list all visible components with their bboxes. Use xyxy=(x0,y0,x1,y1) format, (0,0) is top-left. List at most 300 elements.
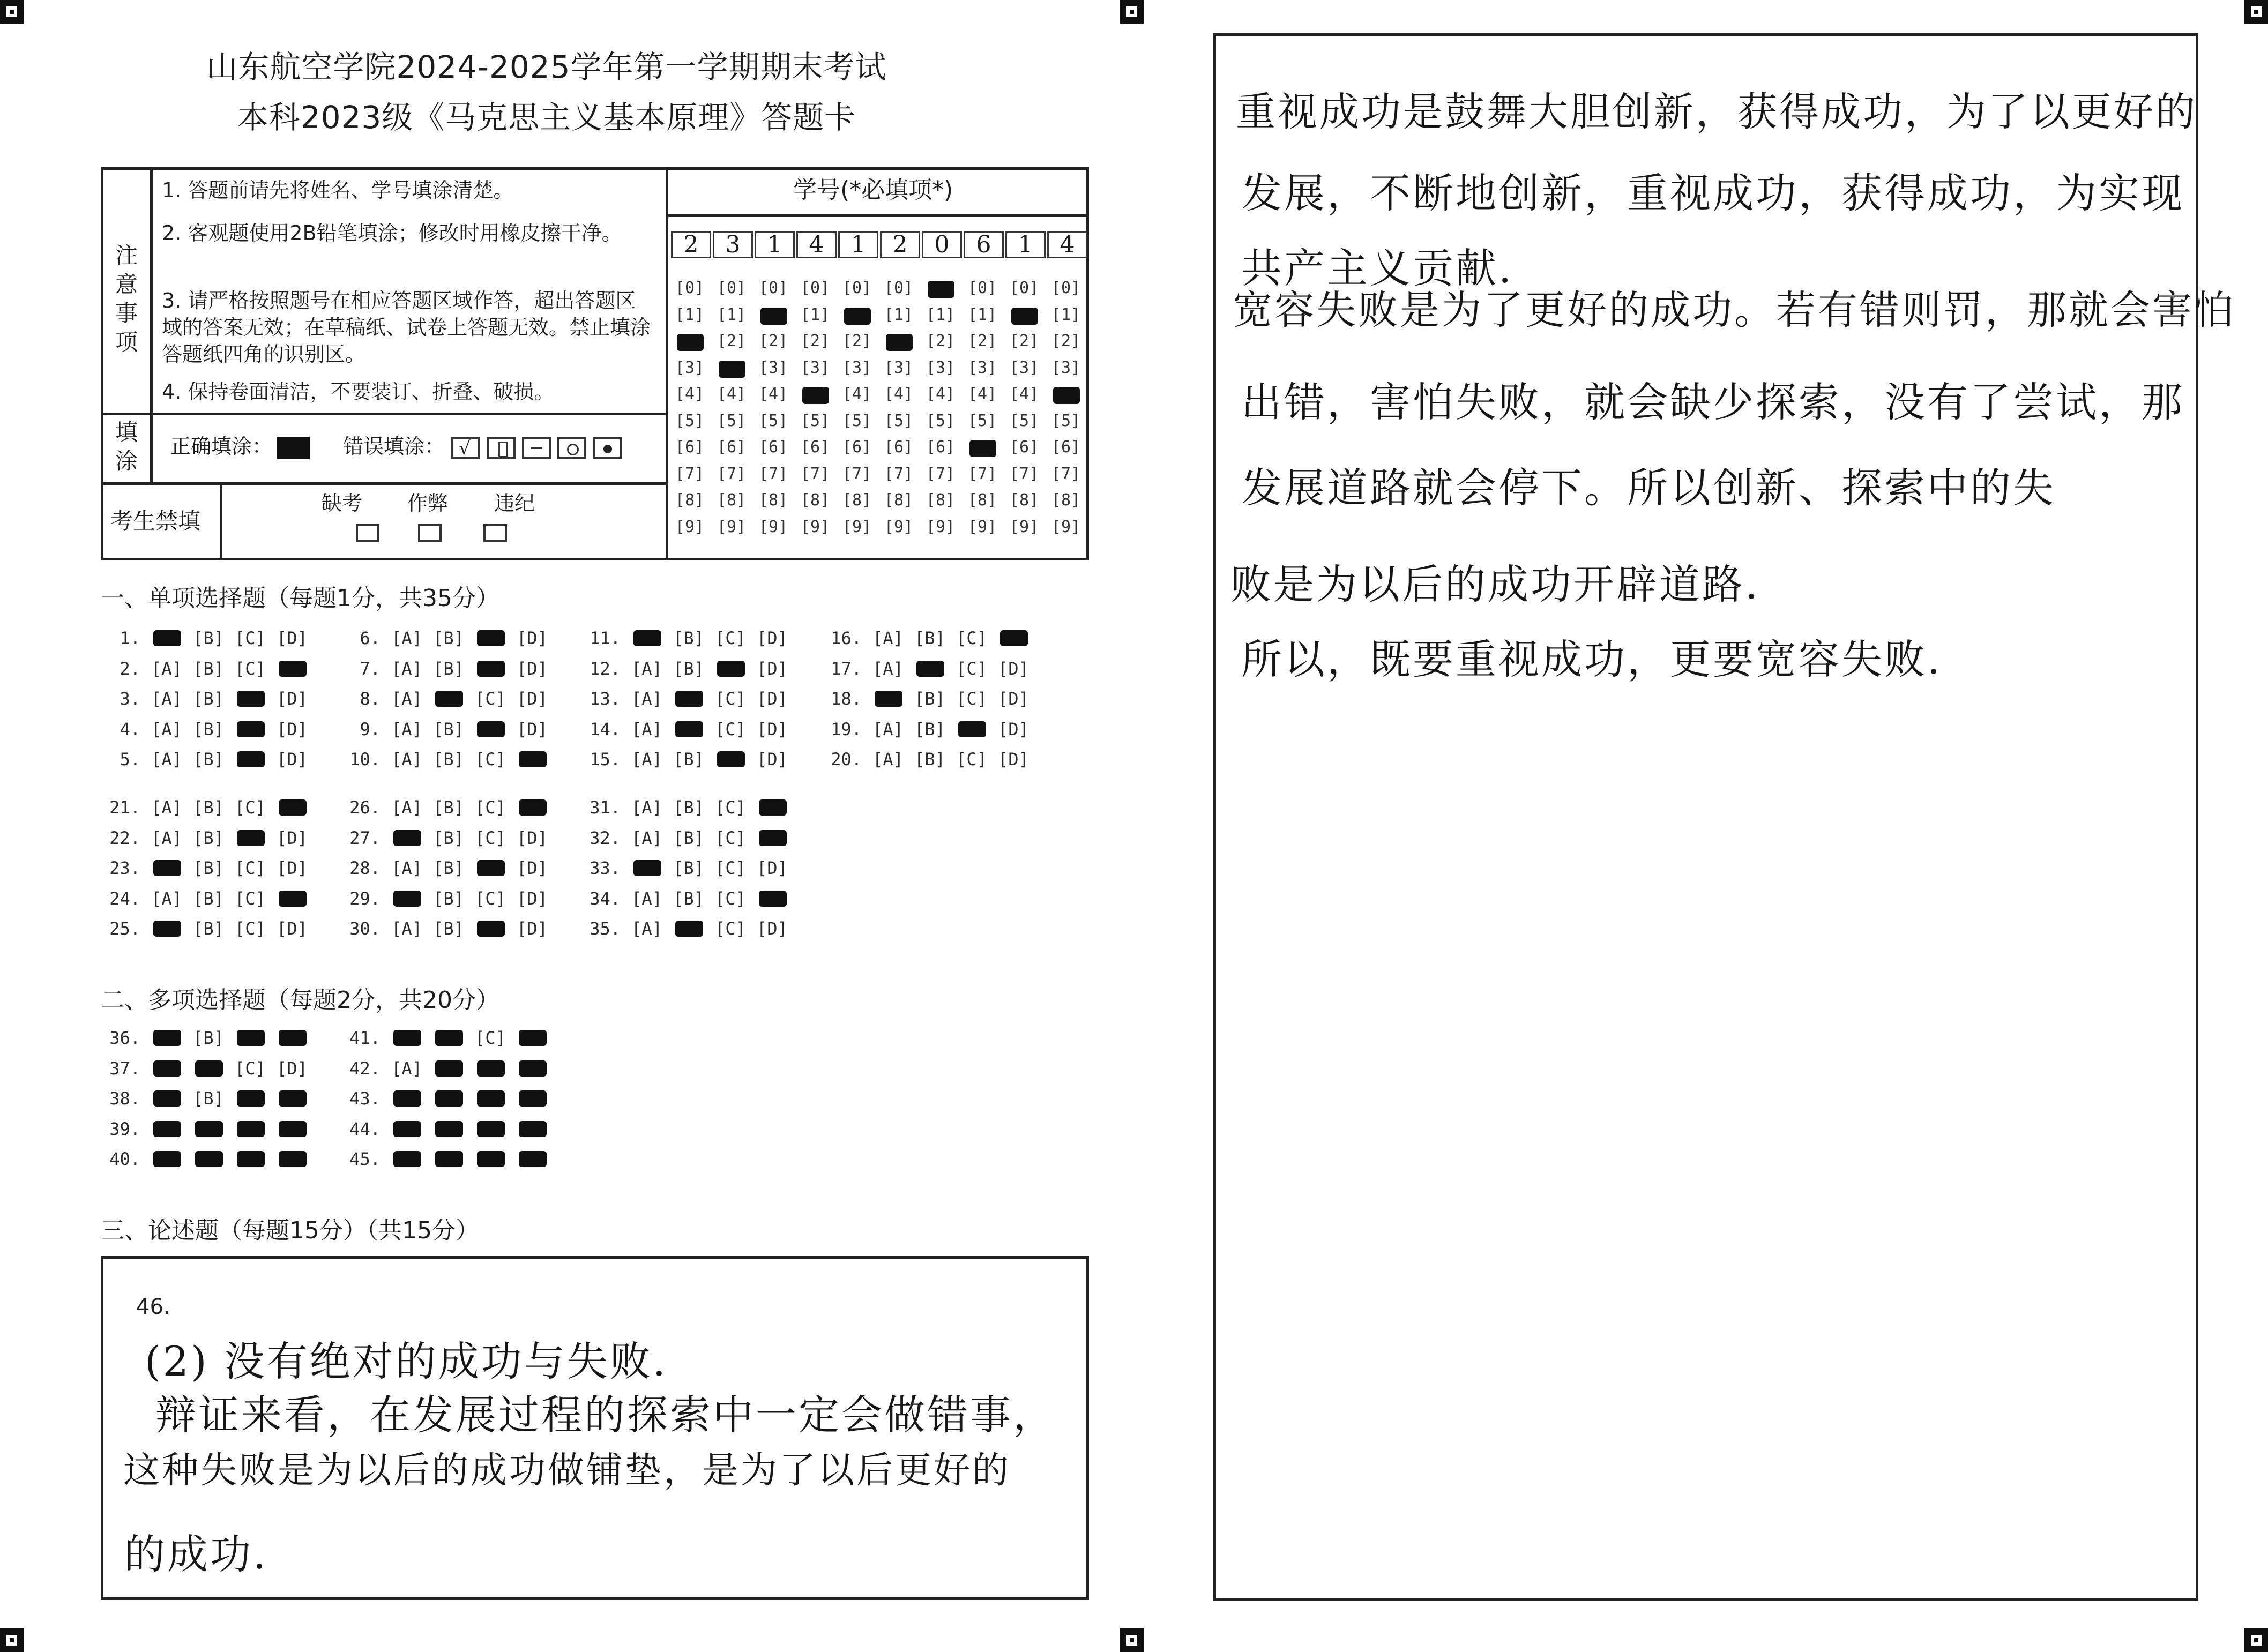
answer-bubble[interactable]: [A] xyxy=(631,689,662,709)
question-number: 9. xyxy=(360,719,381,739)
answer-bubble[interactable]: [C] xyxy=(715,689,746,709)
student-id-bubble[interactable]: [3] xyxy=(675,358,705,377)
answer-bubble[interactable]: [D] xyxy=(277,827,308,848)
answer-bubble[interactable]: [D] xyxy=(517,888,548,909)
student-id-bubble[interactable]: [5] xyxy=(1009,411,1039,430)
student-id-bubble[interactable] xyxy=(965,438,1000,457)
answer-bubble[interactable] xyxy=(146,628,188,648)
answer-bubble[interactable]: [D] xyxy=(517,918,548,939)
student-id-bubble[interactable] xyxy=(797,385,833,403)
answer-bubble[interactable]: [A] xyxy=(391,858,422,878)
answer-bubble[interactable]: [B] xyxy=(433,888,464,909)
answer-bubble[interactable] xyxy=(271,888,313,909)
student-id-bubble[interactable]: [6] xyxy=(800,438,830,457)
answer-bubble[interactable] xyxy=(469,628,511,648)
answer-bubble[interactable] xyxy=(511,1149,553,1169)
answer-bubble[interactable]: [C] xyxy=(715,888,746,909)
answer-bubble[interactable] xyxy=(271,1149,313,1169)
student-id-bubble[interactable]: [8] xyxy=(884,491,914,510)
answer-bubble[interactable] xyxy=(668,918,710,939)
answer-bubble[interactable]: [D] xyxy=(277,858,308,878)
student-id-bubble[interactable]: [4] xyxy=(717,385,747,403)
answer-bubble[interactable]: [C] xyxy=(956,749,987,769)
student-id-bubble[interactable]: [6] xyxy=(1051,438,1081,457)
answer-bubble[interactable]: [D] xyxy=(757,658,788,679)
answer-bubble[interactable] xyxy=(188,1058,229,1079)
answer-bubble[interactable]: [A] xyxy=(872,658,904,679)
answer-bubble[interactable] xyxy=(146,858,188,878)
student-id-bubble[interactable]: [8] xyxy=(842,491,872,510)
answer-bubble[interactable]: [D] xyxy=(517,719,548,739)
answer-bubble[interactable] xyxy=(751,888,793,909)
answer-bubble[interactable]: [C] xyxy=(715,858,746,878)
student-id-bubble[interactable]: [1] xyxy=(800,305,830,324)
answer-bubble[interactable]: [A] xyxy=(872,628,904,648)
answer-bubble[interactable]: [A] xyxy=(151,719,182,739)
answer-bubble[interactable]: [D] xyxy=(277,1058,308,1079)
answer-bubble[interactable]: [C] xyxy=(956,628,987,648)
student-id-bubble[interactable]: [8] xyxy=(1051,491,1081,510)
answer-bubble[interactable]: [B] xyxy=(193,827,224,848)
answer-bubble[interactable]: [C] xyxy=(235,888,266,909)
answer-bubble[interactable]: [B] xyxy=(193,888,224,909)
student-id-digit-cell[interactable]: 6 xyxy=(964,231,1004,258)
answer-bubble[interactable] xyxy=(511,1058,553,1079)
student-id-digit-cell[interactable]: 0 xyxy=(922,231,962,258)
answer-bubble[interactable]: [A] xyxy=(151,658,182,679)
student-id-bubble[interactable]: [8] xyxy=(717,491,747,510)
answer-bubble[interactable]: [D] xyxy=(998,749,1029,769)
answer-bubble[interactable] xyxy=(710,749,751,769)
student-id-bubble[interactable]: [4] xyxy=(884,385,914,403)
answer-bubble[interactable]: [C] xyxy=(956,689,987,709)
student-id-bubble[interactable]: [3] xyxy=(884,358,914,377)
answer-bubble[interactable]: [A] xyxy=(872,719,904,739)
answer-bubble[interactable]: [B] xyxy=(673,858,704,878)
student-id-bubble[interactable]: [8] xyxy=(800,491,830,510)
answer-bubble[interactable]: [D] xyxy=(757,689,788,709)
student-id-bubble[interactable]: [2] xyxy=(717,332,747,350)
student-id-bubble[interactable]: [6] xyxy=(717,438,747,457)
question-number: 28. xyxy=(349,858,381,878)
answer-bubble[interactable] xyxy=(229,1119,271,1139)
answer-bubble[interactable] xyxy=(271,1088,313,1109)
student-id-bubble[interactable]: [6] xyxy=(1009,438,1039,457)
answer-bubble[interactable]: [C] xyxy=(475,797,506,818)
answer-bubble[interactable]: [A] xyxy=(151,797,182,818)
answer-bubble[interactable] xyxy=(188,1149,229,1169)
student-id-bubble[interactable]: [2] xyxy=(842,332,872,350)
student-id-bubble[interactable] xyxy=(881,332,916,350)
student-id-bubble[interactable]: [1] xyxy=(884,305,914,324)
student-id-bubble[interactable]: [6] xyxy=(675,438,705,457)
answer-bubble[interactable]: [B] xyxy=(433,827,464,848)
student-id-bubble[interactable]: [3] xyxy=(1051,358,1081,377)
answer-bubble[interactable]: [A] xyxy=(151,827,182,848)
answer-bubble[interactable] xyxy=(271,659,313,679)
answer-bubble[interactable]: [C] xyxy=(715,918,746,939)
student-id-bubble[interactable]: [9] xyxy=(1009,517,1039,536)
student-id-bubble[interactable]: [2] xyxy=(926,332,956,350)
student-id-bubble[interactable]: [7] xyxy=(1009,464,1039,483)
answer-bubble[interactable]: [B] xyxy=(433,918,464,939)
answer-bubble[interactable]: [A] xyxy=(631,719,662,739)
answer-bubble[interactable]: [B] xyxy=(433,628,464,648)
student-id-digit-cell[interactable]: 1 xyxy=(755,231,795,258)
student-id-bubble[interactable] xyxy=(756,305,791,324)
student-id-bubble[interactable]: [5] xyxy=(926,411,956,430)
answer-bubble[interactable]: [D] xyxy=(517,689,548,709)
answer-bubble[interactable]: [B] xyxy=(193,918,224,939)
student-id-bubble[interactable]: [9] xyxy=(758,517,788,536)
answer-bubble[interactable]: [B] xyxy=(673,797,704,818)
answer-bubble[interactable] xyxy=(751,828,793,848)
answer-bubble[interactable]: [B] xyxy=(914,689,945,709)
answer-bubble[interactable]: [A] xyxy=(872,749,904,769)
answer-bubble[interactable]: [D] xyxy=(277,719,308,739)
violation-checkbox[interactable] xyxy=(483,524,507,542)
student-id-bubble[interactable] xyxy=(1048,385,1084,403)
student-id-bubble[interactable]: [2] xyxy=(967,332,997,350)
answer-bubble[interactable]: [A] xyxy=(631,797,662,818)
answer-bubble[interactable]: [A] xyxy=(391,719,422,739)
student-id-bubble[interactable] xyxy=(714,358,749,377)
student-id-bubble[interactable]: [7] xyxy=(884,464,914,483)
answer-bubble[interactable] xyxy=(229,1028,271,1048)
answer-bubble[interactable] xyxy=(626,858,668,878)
answer-bubble[interactable] xyxy=(229,719,271,739)
student-id-bubble[interactable]: [7] xyxy=(967,464,997,483)
answer-bubble[interactable] xyxy=(229,689,271,709)
answer-bubble[interactable]: [A] xyxy=(151,749,182,769)
answer-bubble[interactable]: [C] xyxy=(715,719,746,739)
student-id-bubble[interactable]: [4] xyxy=(758,385,788,403)
student-id-bubble[interactable]: [1] xyxy=(926,305,956,324)
student-id-bubble[interactable]: [5] xyxy=(758,411,788,430)
answer-bubble[interactable]: [A] xyxy=(151,888,182,909)
answer-bubble[interactable]: [A] xyxy=(631,888,662,909)
answer-bubble[interactable]: [C] xyxy=(715,797,746,818)
student-id-digit-cell[interactable]: 2 xyxy=(880,231,920,258)
answer-bubble[interactable] xyxy=(188,1119,229,1139)
student-id-bubble[interactable] xyxy=(1006,305,1042,324)
cheating-checkbox[interactable] xyxy=(418,524,442,542)
essay-right-line-8: 所以，既要重视成功，更要宽容失败. xyxy=(1241,636,1943,683)
answer-bubble[interactable]: [C] xyxy=(475,1028,506,1048)
student-id-bubble[interactable]: [9] xyxy=(1051,517,1081,536)
answer-bubble[interactable]: [D] xyxy=(998,719,1029,739)
answer-bubble[interactable] xyxy=(626,628,668,648)
student-id-bubble[interactable]: [8] xyxy=(1009,491,1039,510)
answer-bubble[interactable]: [C] xyxy=(475,888,506,909)
answer-bubble[interactable] xyxy=(229,1149,271,1169)
answer-bubble[interactable]: [C] xyxy=(235,797,266,818)
answer-bubble[interactable]: [A] xyxy=(631,749,662,769)
student-id-digit-cell[interactable]: 2 xyxy=(671,231,711,258)
student-id-bubble[interactable]: [6] xyxy=(884,438,914,457)
student-id-digit-cell[interactable]: 1 xyxy=(1005,231,1046,258)
student-id-bubble[interactable]: [5] xyxy=(800,411,830,430)
student-id-bubble[interactable]: [5] xyxy=(884,411,914,430)
answer-bubble[interactable]: [D] xyxy=(277,749,308,769)
answer-bubble[interactable] xyxy=(511,1119,553,1139)
answer-bubble[interactable]: [B] xyxy=(433,797,464,818)
absent-checkbox[interactable] xyxy=(356,524,379,542)
answer-bubble[interactable]: [D] xyxy=(998,689,1029,709)
question-row xyxy=(343,1058,553,1079)
answer-bubble[interactable]: [C] xyxy=(475,689,506,709)
student-id-bubble[interactable]: [3] xyxy=(758,358,788,377)
answer-bubble[interactable]: [B] xyxy=(193,628,224,648)
answer-bubble[interactable] xyxy=(511,1088,553,1109)
student-id-bubble[interactable]: [5] xyxy=(675,411,705,430)
answer-bubble[interactable]: [D] xyxy=(757,628,788,648)
student-id-bubble[interactable]: [0] xyxy=(717,279,747,297)
student-id-bubble[interactable]: [4] xyxy=(967,385,997,403)
answer-bubble[interactable] xyxy=(710,659,751,679)
student-id-bubble[interactable]: [0] xyxy=(675,279,705,297)
student-id-bubble[interactable]: [0] xyxy=(800,279,830,297)
student-id-bubble[interactable]: [7] xyxy=(926,464,956,483)
student-id-bubble[interactable]: [2] xyxy=(1051,332,1081,350)
student-id-digit-cell[interactable]: 1 xyxy=(838,231,878,258)
student-id-bubble[interactable]: [9] xyxy=(717,517,747,536)
answer-bubble[interactable]: [B] xyxy=(914,719,945,739)
answer-bubble[interactable] xyxy=(469,719,511,739)
answer-bubble[interactable]: [B] xyxy=(673,827,704,848)
answer-bubble[interactable]: [B] xyxy=(433,658,464,679)
student-id-digit-cell[interactable]: 4 xyxy=(796,231,837,258)
answer-bubble[interactable]: [D] xyxy=(998,658,1029,679)
answer-bubble[interactable]: [B] xyxy=(193,658,224,679)
student-id-bubble[interactable]: [2] xyxy=(1009,332,1039,350)
answer-bubble[interactable]: [C] xyxy=(235,1058,266,1079)
answer-bubble[interactable]: [B] xyxy=(193,858,224,878)
answer-bubble[interactable] xyxy=(146,918,188,939)
student-id-bubble[interactable]: [5] xyxy=(967,411,997,430)
answer-bubble[interactable] xyxy=(428,1028,469,1048)
answer-bubble[interactable] xyxy=(469,918,511,939)
answer-bubble[interactable] xyxy=(428,1149,469,1169)
answer-bubble[interactable]: [D] xyxy=(517,858,548,878)
answer-bubble[interactable]: [A] xyxy=(391,1058,422,1079)
answer-bubble[interactable] xyxy=(428,1119,469,1139)
answer-bubble[interactable] xyxy=(469,1088,511,1109)
student-id-bubble[interactable]: [2] xyxy=(800,332,830,350)
answer-bubble[interactable] xyxy=(229,749,271,769)
answer-bubble[interactable] xyxy=(386,828,428,848)
student-id-bubble[interactable]: [1] xyxy=(967,305,997,324)
answer-bubble[interactable]: [C] xyxy=(235,918,266,939)
answer-bubble[interactable] xyxy=(386,1149,428,1169)
student-id-bubble[interactable]: [3] xyxy=(800,358,830,377)
answer-bubble[interactable] xyxy=(993,628,1034,648)
answer-bubble[interactable]: [B] xyxy=(914,628,945,648)
answer-bubble[interactable]: [A] xyxy=(391,749,422,769)
student-id-bubble[interactable]: [0] xyxy=(1051,279,1081,297)
answer-bubble[interactable]: [C] xyxy=(475,749,506,769)
student-id-bubble[interactable]: [5] xyxy=(842,411,872,430)
answer-bubble[interactable]: [D] xyxy=(757,918,788,939)
student-id-bubble[interactable]: [0] xyxy=(967,279,997,297)
answer-bubble[interactable] xyxy=(469,858,511,878)
student-id-bubble[interactable]: [8] xyxy=(926,491,956,510)
answer-bubble[interactable]: [C] xyxy=(235,628,266,648)
answer-bubble[interactable] xyxy=(146,1028,188,1048)
answer-bubble[interactable] xyxy=(146,1088,188,1109)
answer-bubble[interactable]: [A] xyxy=(631,918,662,939)
answer-bubble[interactable]: [B] xyxy=(193,1088,224,1109)
student-id-bubble[interactable]: [0] xyxy=(842,279,872,297)
student-id-bubble[interactable]: [6] xyxy=(926,438,956,457)
answer-bubble[interactable] xyxy=(271,1028,313,1048)
answer-bubble[interactable]: [D] xyxy=(517,658,548,679)
answer-bubble[interactable]: [D] xyxy=(757,858,788,878)
answer-bubble[interactable]: [B] xyxy=(193,797,224,818)
note-2: 2. 客观题使用2B铅笔填涂；修改时用橡皮擦干净。 xyxy=(162,221,622,245)
answer-bubble[interactable]: [A] xyxy=(631,658,662,679)
answer-bubble[interactable]: [A] xyxy=(631,827,662,848)
answer-bubble[interactable]: [C] xyxy=(956,658,987,679)
answer-bubble[interactable]: [D] xyxy=(277,689,308,709)
answer-bubble[interactable]: [D] xyxy=(277,628,308,648)
answer-bubble[interactable]: [B] xyxy=(193,719,224,739)
student-id-bubble[interactable]: [5] xyxy=(1051,411,1081,430)
answer-bubble[interactable] xyxy=(511,1028,553,1048)
answer-bubble[interactable]: [B] xyxy=(193,749,224,769)
answer-bubble[interactable]: [D] xyxy=(757,719,788,739)
answer-bubble[interactable] xyxy=(668,689,710,709)
answer-bubble[interactable]: [B] xyxy=(433,749,464,769)
student-id-bubble[interactable]: [2] xyxy=(758,332,788,350)
student-id-bubble[interactable]: [1] xyxy=(717,305,747,324)
student-id-bubble[interactable]: [1] xyxy=(675,305,705,324)
student-id-bubble[interactable]: [4] xyxy=(675,385,705,403)
student-id-bubble[interactable]: [6] xyxy=(758,438,788,457)
student-id-bubble[interactable]: [0] xyxy=(1009,279,1039,297)
answer-bubble[interactable] xyxy=(469,1058,511,1079)
wrong-fill-circle-sample xyxy=(557,437,586,459)
answer-bubble[interactable]: [C] xyxy=(475,827,506,848)
answer-bubble[interactable]: [A] xyxy=(391,628,422,648)
answer-bubble[interactable] xyxy=(386,1028,428,1048)
answer-bubble[interactable] xyxy=(229,828,271,848)
answer-bubble[interactable]: [A] xyxy=(391,918,422,939)
student-id-bubble[interactable]: [6] xyxy=(842,438,872,457)
student-id-digit-cell[interactable]: 4 xyxy=(1047,231,1087,258)
answer-bubble[interactable]: [C] xyxy=(235,658,266,679)
student-id-bubble[interactable]: [8] xyxy=(675,491,705,510)
student-id-bubble[interactable]: [0] xyxy=(758,279,788,297)
answer-bubble[interactable]: [A] xyxy=(391,658,422,679)
student-id-digit-cell[interactable]: 3 xyxy=(713,231,753,258)
student-id-bubble[interactable]: [3] xyxy=(1009,358,1039,377)
answer-bubble[interactable] xyxy=(386,1088,428,1109)
student-id-bubble[interactable]: [7] xyxy=(842,464,872,483)
answer-bubble[interactable]: [B] xyxy=(193,1028,224,1048)
student-id-bubble[interactable] xyxy=(923,279,958,297)
answer-bubble[interactable]: [D] xyxy=(757,749,788,769)
answer-bubble[interactable] xyxy=(951,719,993,739)
answer-bubble[interactable] xyxy=(909,659,951,679)
answer-bubble[interactable]: [A] xyxy=(391,797,422,818)
student-id-bubble[interactable]: [9] xyxy=(967,517,997,536)
answer-bubble[interactable]: [B] xyxy=(433,858,464,878)
answer-bubble[interactable]: [C] xyxy=(715,628,746,648)
answer-bubble[interactable]: [C] xyxy=(715,827,746,848)
student-id-bubble[interactable]: [9] xyxy=(675,517,705,536)
student-id-bubble[interactable]: [1] xyxy=(1051,305,1081,324)
answer-bubble[interactable] xyxy=(146,1058,188,1079)
student-id-bubble[interactable]: [9] xyxy=(884,517,914,536)
student-id-bubble[interactable] xyxy=(839,305,875,324)
answer-bubble[interactable] xyxy=(428,1088,469,1109)
answer-bubble[interactable] xyxy=(428,1058,469,1079)
student-id-bubble[interactable]: [5] xyxy=(717,411,747,430)
answer-bubble[interactable] xyxy=(386,1119,428,1139)
question-number: 32. xyxy=(590,827,621,848)
answer-bubble[interactable] xyxy=(469,1119,511,1139)
answer-bubble[interactable]: [B] xyxy=(193,689,224,709)
answer-bubble[interactable]: [B] xyxy=(673,628,704,648)
answer-bubble[interactable] xyxy=(146,1119,188,1139)
answer-bubble[interactable] xyxy=(271,797,313,818)
student-id-bubble[interactable]: [3] xyxy=(967,358,997,377)
answer-bubble[interactable]: [D] xyxy=(277,918,308,939)
answer-bubble[interactable] xyxy=(386,888,428,909)
student-id-bubble[interactable]: [9] xyxy=(842,517,872,536)
answer-bubble[interactable] xyxy=(511,797,553,818)
answer-bubble[interactable] xyxy=(867,689,909,709)
student-id-bubble[interactable]: [7] xyxy=(717,464,747,483)
student-id-bubble[interactable]: [7] xyxy=(800,464,830,483)
answer-bubble[interactable]: [B] xyxy=(673,749,704,769)
student-id-bubble[interactable]: [8] xyxy=(758,491,788,510)
answer-bubble[interactable]: [B] xyxy=(433,719,464,739)
student-id-bubble[interactable]: [7] xyxy=(758,464,788,483)
student-id-bubble[interactable]: [7] xyxy=(675,464,705,483)
student-id-bubble[interactable]: [9] xyxy=(800,517,830,536)
answer-bubble[interactable] xyxy=(469,1149,511,1169)
student-id-bubble[interactable]: [4] xyxy=(926,385,956,403)
answer-bubble[interactable]: [B] xyxy=(673,888,704,909)
student-id-bubble[interactable]: [7] xyxy=(1051,464,1081,483)
answer-bubble[interactable] xyxy=(668,719,710,739)
student-id-bubble[interactable]: [8] xyxy=(967,491,997,510)
answer-bubble[interactable]: [B] xyxy=(914,749,945,769)
answer-bubble[interactable]: [C] xyxy=(235,858,266,878)
answer-bubble[interactable]: [A] xyxy=(151,689,182,709)
student-id-bubble[interactable]: [0] xyxy=(884,279,914,297)
student-id-bubble[interactable]: [4] xyxy=(1009,385,1039,403)
student-id-bubble[interactable]: [9] xyxy=(926,517,956,536)
answer-bubble[interactable] xyxy=(751,797,793,818)
answer-bubble[interactable] xyxy=(511,749,553,769)
answer-bubble[interactable] xyxy=(146,1149,188,1169)
answer-bubble[interactable]: [D] xyxy=(517,827,548,848)
student-id-bubble[interactable]: [4] xyxy=(842,385,872,403)
answer-bubble[interactable] xyxy=(469,659,511,679)
student-id-bubble[interactable]: [3] xyxy=(842,358,872,377)
answer-bubble[interactable] xyxy=(271,1119,313,1139)
student-id-bubble[interactable] xyxy=(672,332,707,350)
answer-bubble[interactable]: [D] xyxy=(517,628,548,648)
answer-bubble[interactable]: [A] xyxy=(391,689,422,709)
answer-bubble[interactable]: [B] xyxy=(673,658,704,679)
answer-bubble[interactable] xyxy=(229,1088,271,1109)
answer-bubble[interactable] xyxy=(428,689,469,709)
student-id-bubble[interactable]: [3] xyxy=(926,358,956,377)
